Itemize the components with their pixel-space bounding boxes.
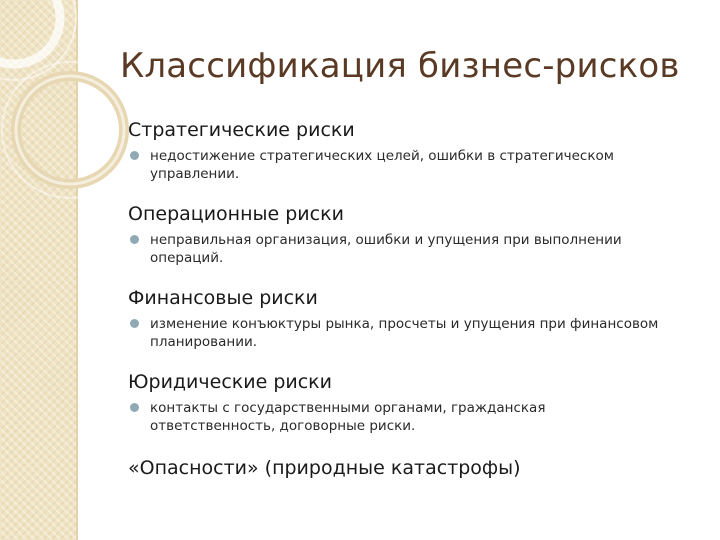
- bullet-line: неправильная организация, ошибки и упущения при выполнении: [150, 232, 622, 248]
- bullet-line: планировании.: [150, 334, 258, 350]
- section-heading: Стратегические риски: [128, 119, 355, 141]
- bullet-dot-icon: [130, 151, 139, 160]
- section-heading: Финансовые риски: [128, 287, 318, 309]
- bullet-dot-icon: [130, 403, 139, 412]
- closing-heading-hazards: «Опасности» (природные катастрофы): [128, 457, 521, 479]
- bullet-item: [128, 231, 708, 267]
- bullet-dot-icon: [130, 235, 139, 244]
- bullet-line: ответственность, договорные риски.: [150, 418, 416, 434]
- bullet-dot-icon: [130, 319, 139, 328]
- bullet-item: [128, 147, 708, 183]
- section-legal-risks: [128, 369, 708, 435]
- slide-title: Классификация бизнес-рисков: [120, 46, 680, 86]
- bullet-line: операций.: [150, 250, 224, 266]
- section-financial-risks: [128, 285, 708, 351]
- bullet-line: контакты с государственными органами, гражданская: [150, 400, 546, 416]
- bullet-item: [128, 315, 708, 351]
- bullet-line: изменение конъюктуры рынка, просчеты и упущения при финансовом: [150, 316, 659, 332]
- bullet-item: [128, 399, 708, 435]
- section-operational-risks: [128, 201, 708, 267]
- bullet-line: недостижение стратегических целей, ошибки в стратегическом: [150, 148, 614, 164]
- decorative-rings: [0, 0, 140, 230]
- slide-content: [128, 117, 708, 481]
- bullet-line: управлении.: [150, 166, 240, 182]
- section-heading: Операционные риски: [128, 203, 344, 225]
- section-strategic-risks: [128, 117, 708, 183]
- section-heading: Юридические риски: [128, 371, 332, 393]
